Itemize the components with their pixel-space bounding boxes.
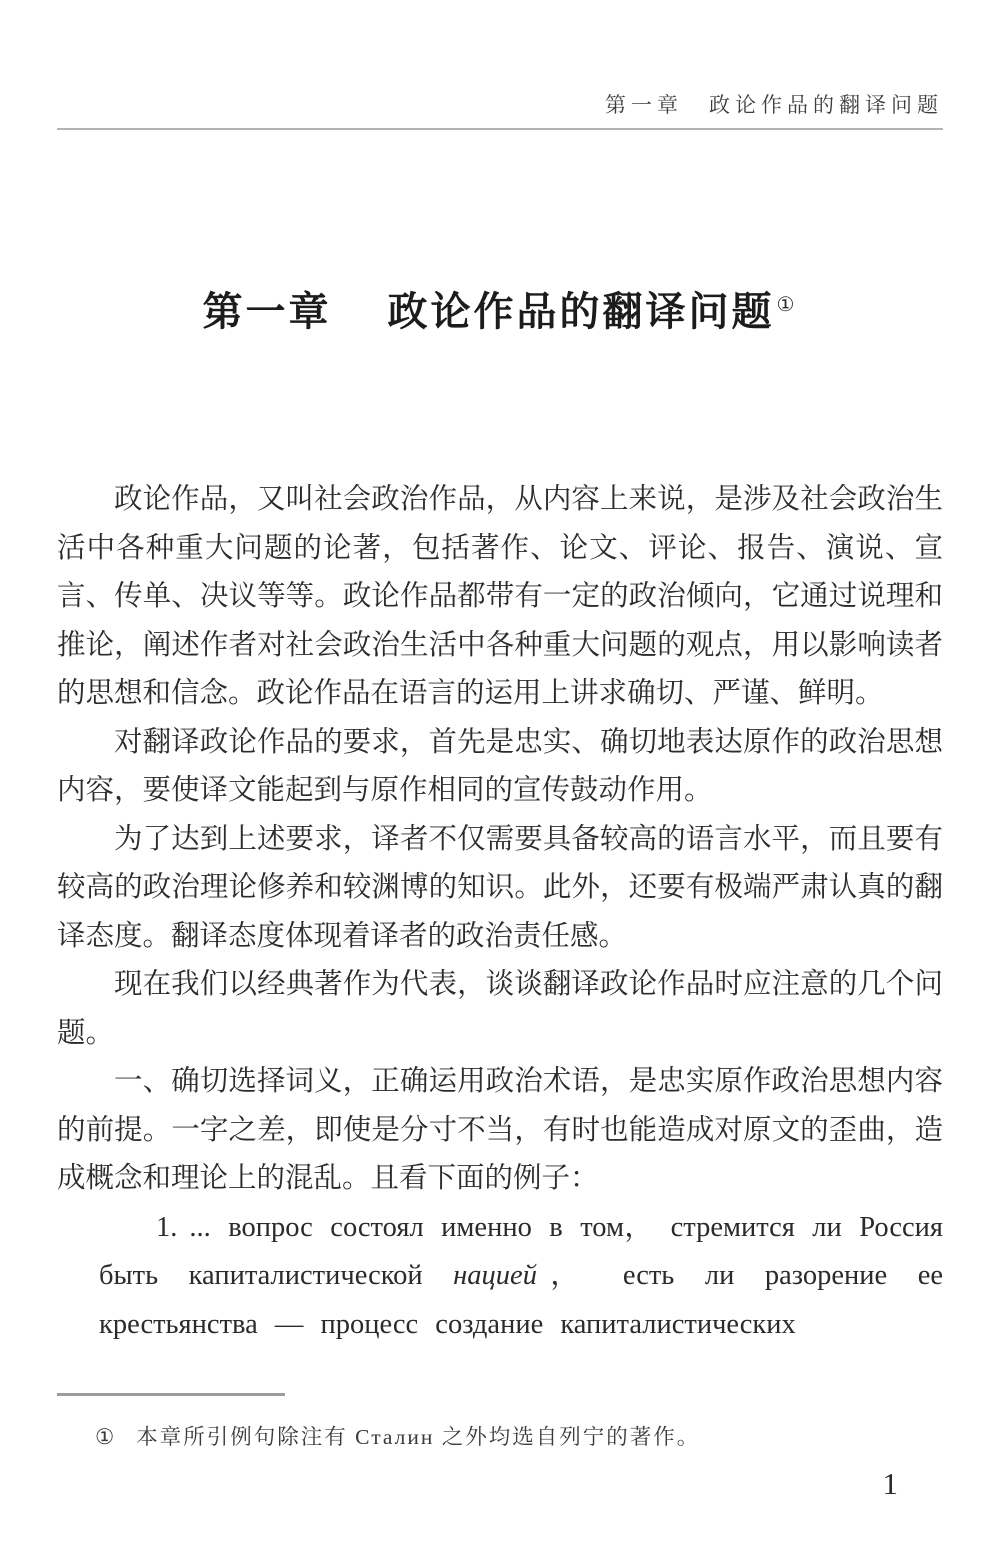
footnote-text: 本章所引例句除注有 Сталин 之外均选自列宁的著作。: [136, 1425, 701, 1449]
footnote-marker: ①: [95, 1425, 117, 1449]
example-italic-word: нацией: [453, 1260, 537, 1291]
paragraph-1: 政论作品，又叫社会政治作品，从内容上来说，是涉及社会政治生活中各种重大问题的论著，包括著作、论文、评论、报告、演说、宣言、传单、决议等等。政论作品都带有一定的政治倾向，它通过说理和推论，阐述作者对社会政治生活中各种重大问题的观点，用以影响读者的思想和信念。政论作品在语言的运用上讲求确切、严谨、鲜明。: [57, 484, 943, 709]
example-text-end: ， есть ли разорение ее крестьянства — процесс создание капиталистических: [99, 1260, 944, 1340]
example-number: 1.: [156, 1211, 178, 1243]
chapter-title: [57, 286, 943, 338]
example-text-start: ... вопрос состоял именно в том， стремится ли Россия быть капиталистической: [99, 1211, 943, 1291]
page-number: 1: [882, 1466, 898, 1501]
chapter-footnote-ref: ①: [776, 293, 798, 316]
header-rule: [57, 128, 943, 130]
footnote: [57, 1422, 943, 1452]
russian-example: [57, 1204, 943, 1350]
running-header: 第一章 政论作品的翻译问题: [605, 93, 943, 117]
paragraph-3: 为了达到上述要求，译者不仅需要具备较高的语言水平，而且要有较高的政治理论修养和较渊博的知识。此外，还要有极端严肃认真的翻译态度。翻译态度体现着译者的政治责任感。: [57, 823, 943, 952]
chapter-title-text: 第一章 政论作品的翻译问题: [202, 289, 775, 334]
paragraph-2: 对翻译政论作品的要求，首先是忠实、确切地表达原作的政治思想内容，要使译文能起到与原作相同的宣传鼓动作用。: [57, 726, 943, 806]
paragraph-5: 一、确切选择词义，正确运用政治术语，是忠实原作政治思想内容的前提。一字之差，即使是分寸不当，有时也能造成对原文的歪曲，造成概念和理论上的混乱。且看下面的例子：: [57, 1066, 943, 1194]
paragraph-4: 现在我们以经典著作为代表，谈谈翻译政论作品时应注意的几个问题。: [57, 969, 943, 1049]
body-text: [57, 476, 943, 1349]
footnote-zone: [57, 1393, 943, 1452]
footnote-separator: [57, 1393, 285, 1396]
